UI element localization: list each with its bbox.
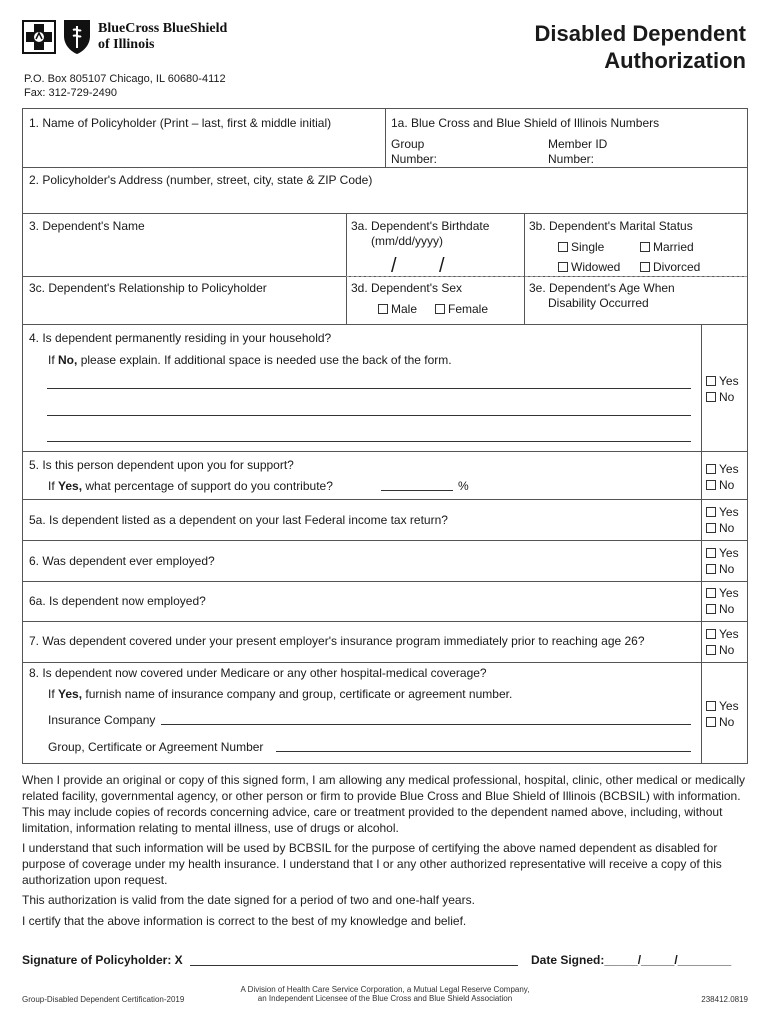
q4-yes[interactable] — [706, 373, 739, 389]
q7-no-label: No — [719, 643, 735, 657]
male-option[interactable] — [378, 302, 417, 316]
q5-no-label: No — [719, 478, 735, 492]
logo-line1: BlueCross BlueShield — [98, 21, 228, 36]
q4-yes-checkbox[interactable] — [706, 376, 716, 386]
q4-explain-line-3[interactable] — [47, 441, 691, 442]
question-5-followup — [48, 479, 333, 493]
authorization-paragraph-4: I certify that the above information is correct to the best of my knowledge and belief. — [22, 914, 467, 928]
male-checkbox[interactable] — [378, 304, 388, 314]
field-3-label: 3. Dependent's Name — [29, 219, 145, 233]
q6a-yes-checkbox[interactable] — [706, 588, 716, 598]
support-percent-line[interactable] — [381, 490, 453, 491]
field-3d-label: 3d. Dependent's Sex — [351, 281, 463, 295]
single-option[interactable] — [558, 240, 604, 254]
married-option[interactable] — [640, 240, 694, 254]
q6a-yes-no[interactable] — [706, 585, 739, 617]
q6-no[interactable] — [706, 561, 739, 577]
q5-yes[interactable] — [706, 461, 739, 477]
address: P.O. Box 805107 Chicago, IL 60680-4112 — [24, 73, 226, 85]
form-grid — [22, 108, 748, 764]
q5a-yes-no[interactable] — [706, 504, 739, 536]
q6a-yes[interactable] — [706, 585, 739, 601]
insurance-company-label: Insurance Company — [48, 713, 156, 727]
q5-yes-no[interactable] — [706, 461, 739, 493]
question-6: 6. Was dependent ever employed? — [29, 554, 215, 568]
q8-if-pre: If — [48, 687, 59, 701]
married-checkbox[interactable] — [640, 242, 650, 252]
widowed-option[interactable] — [558, 260, 620, 274]
q8-no[interactable] — [706, 714, 739, 730]
question-8-followup — [48, 687, 512, 701]
q7-yes[interactable] — [706, 626, 739, 642]
q8-yes-label: Yes — [719, 699, 739, 713]
field-3c-label: 3c. Dependent's Relationship to Policyholder — [29, 281, 267, 295]
authorization-paragraph-3: This authorization is valid from the date signed for a period of two and one-half years. — [22, 893, 475, 907]
field-3a-label: 3a. Dependent's Birthdate — [351, 219, 490, 233]
footer-code: 238412.0819 — [701, 995, 748, 1004]
page-title — [535, 20, 746, 74]
birthdate-slash-2: / — [439, 255, 445, 277]
authorization-paragraph-1: When I provide an original or copy of this signed form, I am allowing any medical professional, hospital, clinic, other medical or medically related facility, governmental agency, or other person or firm to provide Blue Cross and Blue Shield of Illinois (BCBSIL) with information. This may include copies of records concerning advice, care or treatment provided to the dependent named above, including, without limitation, information relating to mental illness, use of drugs or alcohol. — [22, 773, 746, 835]
divorced-checkbox[interactable] — [640, 262, 650, 272]
q6a-no-label: No — [719, 602, 735, 616]
q7-yes-label: Yes — [719, 627, 739, 641]
q6-no-checkbox[interactable] — [706, 564, 716, 574]
q8-yes-checkbox[interactable] — [706, 701, 716, 711]
member-id-label: Member ID — [548, 137, 608, 151]
footer-center — [200, 985, 570, 1003]
q5a-no-checkbox[interactable] — [706, 523, 716, 533]
q5-if-post: what percentage of support do you contribute? — [82, 479, 333, 493]
q6a-no[interactable] — [706, 601, 739, 617]
q4-explain-line-1[interactable] — [47, 388, 691, 389]
single-label: Single — [571, 240, 605, 254]
q8-if-post: furnish name of insurance company and group, certificate or agreement number. — [82, 687, 513, 701]
question-4: 4. Is dependent permanently residing in your household? — [29, 331, 332, 345]
widowed-checkbox[interactable] — [558, 262, 568, 272]
q6-no-label: No — [719, 562, 735, 576]
question-8: 8. Is dependent now covered under Medicare or any other hospital-medical coverage? — [29, 666, 487, 680]
field-1a-label: 1a. Blue Cross and Blue Shield of Illinois Numbers — [391, 116, 660, 130]
field-3b-label: 3b. Dependent's Marital Status — [529, 219, 693, 233]
q5-yes-checkbox[interactable] — [706, 464, 716, 474]
date-signed-label[interactable]: Date Signed:_____/_____/________ — [531, 953, 732, 967]
field-2-label: 2. Policyholder's Address (number, street, city, state & ZIP Code) — [29, 173, 373, 187]
member-number-label: Number: — [548, 152, 595, 166]
group-label: Group — [391, 137, 425, 151]
q8-yes-no[interactable] — [706, 698, 739, 730]
q6-yes-no[interactable] — [706, 545, 739, 577]
q8-no-checkbox[interactable] — [706, 717, 716, 727]
q6-yes-label: Yes — [719, 546, 739, 560]
q4-no[interactable] — [706, 389, 739, 405]
insurance-company-line[interactable] — [161, 724, 691, 725]
q5-no[interactable] — [706, 477, 739, 493]
q4-if-post: please explain. If additional space is needed use the back of the form. — [77, 353, 452, 367]
q5-no-checkbox[interactable] — [706, 480, 716, 490]
female-option[interactable] — [435, 302, 488, 316]
q5-yes-label: Yes — [719, 462, 739, 476]
q4-yes-label: Yes — [719, 374, 739, 388]
q6-yes[interactable] — [706, 545, 739, 561]
fax: Fax: 312-729-2490 — [24, 87, 117, 99]
q4-no-checkbox[interactable] — [706, 392, 716, 402]
question-7: 7. Was dependent covered under your present employer's insurance program immediately prior to reaching age 26? — [29, 634, 645, 648]
question-5a: 5a. Is dependent listed as a dependent on your last Federal income tax return? — [29, 513, 448, 527]
q5-if-pre: If — [48, 479, 59, 493]
q4-explain-line-2[interactable] — [47, 415, 691, 416]
q5a-no[interactable] — [706, 520, 739, 536]
question-4-followup — [48, 353, 452, 367]
signature-line[interactable] — [190, 965, 518, 966]
single-checkbox[interactable] — [558, 242, 568, 252]
q5a-no-label: No — [719, 521, 735, 535]
field-3e-label: 3e. Dependent's Age When — [529, 281, 675, 295]
married-label: Married — [653, 240, 694, 254]
q6a-no-checkbox[interactable] — [706, 604, 716, 614]
widowed-label: Widowed — [571, 260, 621, 274]
blue-cross-icon — [22, 20, 56, 54]
q6-yes-checkbox[interactable] — [706, 548, 716, 558]
q7-no-checkbox[interactable] — [706, 645, 716, 655]
group-number-label: Number: — [391, 152, 438, 166]
q4-no-label: No — [719, 390, 735, 404]
birthdate-slash-1: / — [391, 255, 397, 277]
footer-center-line2: an Independent Licensee of the Blue Cross and Blue Shield Association — [257, 994, 513, 1003]
q8-yes[interactable] — [706, 698, 739, 714]
q5a-yes[interactable] — [706, 504, 739, 520]
q6a-yes-label: Yes — [719, 586, 739, 600]
q7-yes-no[interactable] — [706, 626, 739, 658]
logo — [22, 18, 252, 58]
q4-yes-no[interactable] — [706, 373, 739, 405]
female-checkbox[interactable] — [435, 304, 445, 314]
q5a-yes-checkbox[interactable] — [706, 507, 716, 517]
q7-yes-checkbox[interactable] — [706, 629, 716, 639]
field-3e-label-2: Disability Occurred — [548, 296, 649, 310]
field-3a-format: (mm/dd/yyyy) — [371, 234, 443, 248]
footer-center-line1: A Division of Health Care Service Corporation, a Mutual Legal Reserve Company, — [240, 985, 530, 994]
authorization-paragraph-2: I understand that such information will be used by BCBSIL for the purpose of certifying the above named dependent as disabled for purpose of coverage under my health insurance. I understand that I or any other authorized representative will receive a copy of this authorization upon request. — [22, 841, 722, 887]
blue-shield-icon — [62, 18, 92, 56]
q8-no-label: No — [719, 715, 735, 729]
question-6a: 6a. Is dependent now employed? — [29, 594, 206, 608]
divorced-option[interactable] — [640, 260, 700, 274]
question-5: 5. Is this person dependent upon you for support? — [29, 458, 294, 472]
logo-line2: of Illinois — [98, 37, 155, 52]
title-line2: Authorization — [604, 48, 746, 73]
q5a-yes-label: Yes — [719, 505, 739, 519]
q4-if-pre: If — [48, 353, 59, 367]
q4-if-bold: No, — [58, 353, 78, 367]
group-cert-label: Group, Certificate or Agreement Number — [48, 740, 264, 754]
title-line1: Disabled Dependent — [534, 21, 746, 46]
q5-if-bold: Yes, — [58, 479, 83, 493]
field-1-label: 1. Name of Policyholder (Print – last, first & middle initial) — [29, 116, 332, 130]
footer-form-id: Group-Disabled Dependent Certification-2019 — [22, 995, 185, 1004]
percent-sign: % — [458, 479, 469, 493]
q8-if-bold: Yes, — [58, 687, 83, 701]
group-cert-line[interactable] — [276, 751, 691, 752]
female-label: Female — [448, 302, 489, 316]
q7-no[interactable] — [706, 642, 739, 658]
divorced-label: Divorced — [653, 260, 701, 274]
signature-label: Signature of Policyholder: X — [22, 953, 183, 967]
male-label: Male — [391, 302, 418, 316]
